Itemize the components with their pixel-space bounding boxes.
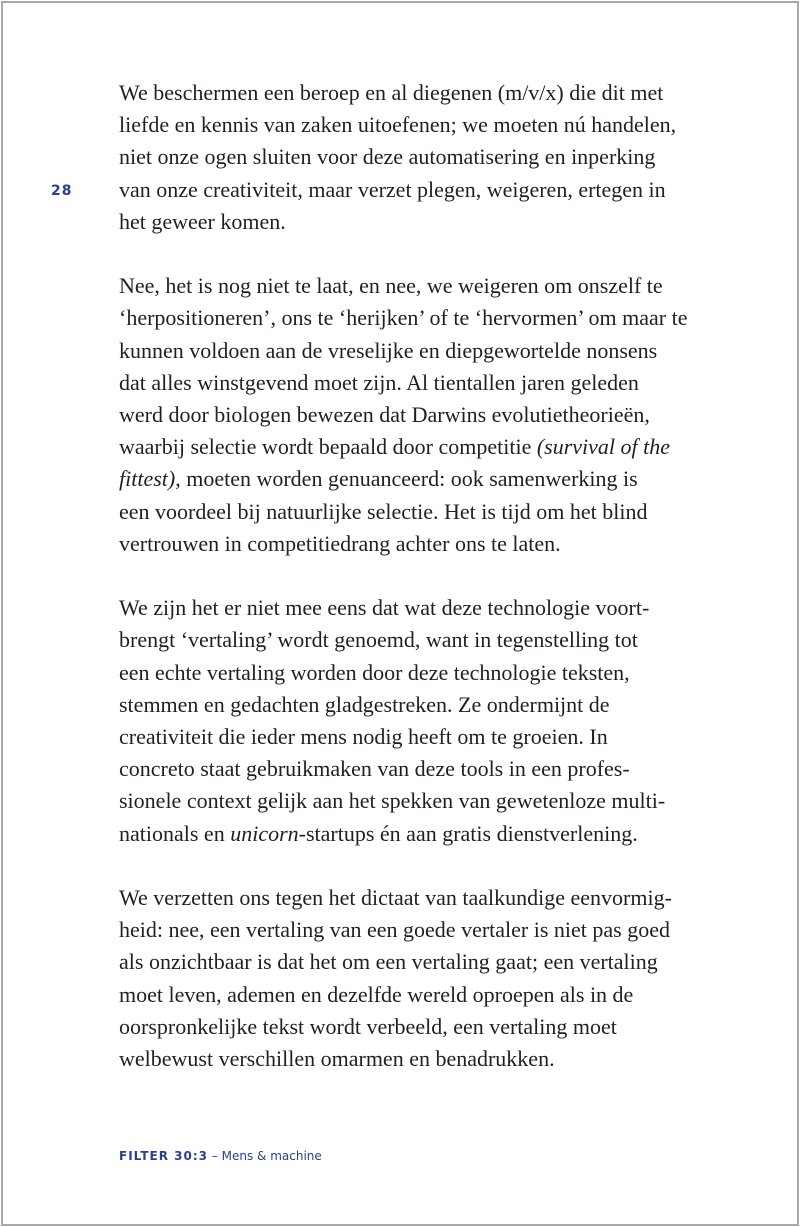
text-run: nationals en bbox=[119, 820, 231, 846]
text-line: een echte vertaling worden door deze technologie teksten, bbox=[119, 659, 630, 685]
text-line: We zijn het er niet mee eens dat wat deze technologie voort- bbox=[119, 595, 650, 621]
text-line: We verzetten ons tegen het dictaat van taalkundige eenvormig- bbox=[119, 885, 672, 911]
text-line bbox=[119, 463, 699, 495]
text-run: , moeten worden genuanceerd: ook samenwerking is bbox=[175, 466, 638, 492]
paragraph-1 bbox=[119, 77, 699, 238]
paragraph-4 bbox=[119, 882, 699, 1075]
text-line: het geweer komen. bbox=[119, 208, 286, 234]
text-line: niet onze ogen sluiten voor deze automatisering en inperking bbox=[119, 144, 656, 170]
text-line: concreto staat gebruikmaken van deze tools in een profes- bbox=[119, 756, 630, 782]
italic-term: unicorn bbox=[230, 820, 299, 846]
page-number: 28 bbox=[51, 183, 73, 199]
text-run: -startups én aan gratis dienstverlening. bbox=[298, 820, 638, 846]
footer-section-title: Mens & machine bbox=[221, 1149, 322, 1163]
paragraph-2 bbox=[119, 270, 699, 560]
text-line: werd door biologen bewezen dat Darwins evolutietheorieën, bbox=[119, 402, 650, 428]
text-line: brengt ‘vertaling’ wordt genoemd, want in tegenstelling tot bbox=[119, 627, 638, 653]
text-line: moet leven, ademen en dezelfde wereld oproepen als in de bbox=[119, 981, 634, 1007]
italic-term: fittest) bbox=[119, 466, 176, 492]
text-line bbox=[119, 818, 699, 850]
text-line: ‘herpositioneren’, ons te ‘herijken’ of te ‘hervormen’ om maar te bbox=[119, 305, 688, 331]
text-run: waarbij selectie wordt bepaald door competitie bbox=[119, 434, 537, 460]
text-line: Nee, het is nog niet te laat, en nee, we weigeren om onszelf te bbox=[119, 273, 663, 299]
text-line: We beschermen een beroep en al diegenen (m/v/x) die dit met bbox=[119, 80, 664, 105]
text-line: van onze creativiteit, maar verzet plegen, weigeren, ertegen in bbox=[119, 176, 666, 202]
text-line: heid: nee, een vertaling van een goede vertaler is niet pas goed bbox=[119, 917, 670, 943]
text-line: kunnen voldoen aan de vreselijke en diepgewortelde nonsens bbox=[119, 337, 658, 363]
text-line bbox=[119, 431, 699, 463]
text-line: stemmen en gedachten gladgestreken. Ze ondermijnt de bbox=[119, 691, 610, 717]
text-line: vertrouwen in competitiedrang achter ons te laten. bbox=[119, 530, 561, 556]
text-line: oorspronkelijke tekst wordt verbeeld, een vertaling moet bbox=[119, 1013, 617, 1039]
text-line: als onzichtbaar is dat het om een vertaling gaat; een vertaling bbox=[119, 949, 658, 975]
text-line: creativiteit die ieder mens nodig heeft om te groeien. In bbox=[119, 724, 608, 750]
text-line: dat alles winstgevend moet zijn. Al tientallen jaren geleden bbox=[119, 369, 639, 395]
page-frame bbox=[1, 1, 799, 1226]
running-footer bbox=[119, 1149, 322, 1163]
footer-separator: – bbox=[207, 1149, 222, 1163]
article-body bbox=[119, 77, 699, 1107]
footer-journal-title: FILTER 30:3 bbox=[119, 1149, 208, 1163]
text-line: welbewust verschillen omarmen en benadrukken. bbox=[119, 1046, 555, 1072]
text-line: een voordeel bij natuurlijke selectie. Het is tijd om het blind bbox=[119, 498, 648, 524]
text-line: sionele context gelijk aan het spekken van gewetenloze multi- bbox=[119, 788, 666, 814]
text-line: liefde en kennis van zaken uitoefenen; we moeten nú handelen, bbox=[119, 112, 677, 138]
paragraph-3 bbox=[119, 592, 699, 850]
italic-term: (survival of the bbox=[536, 434, 671, 460]
